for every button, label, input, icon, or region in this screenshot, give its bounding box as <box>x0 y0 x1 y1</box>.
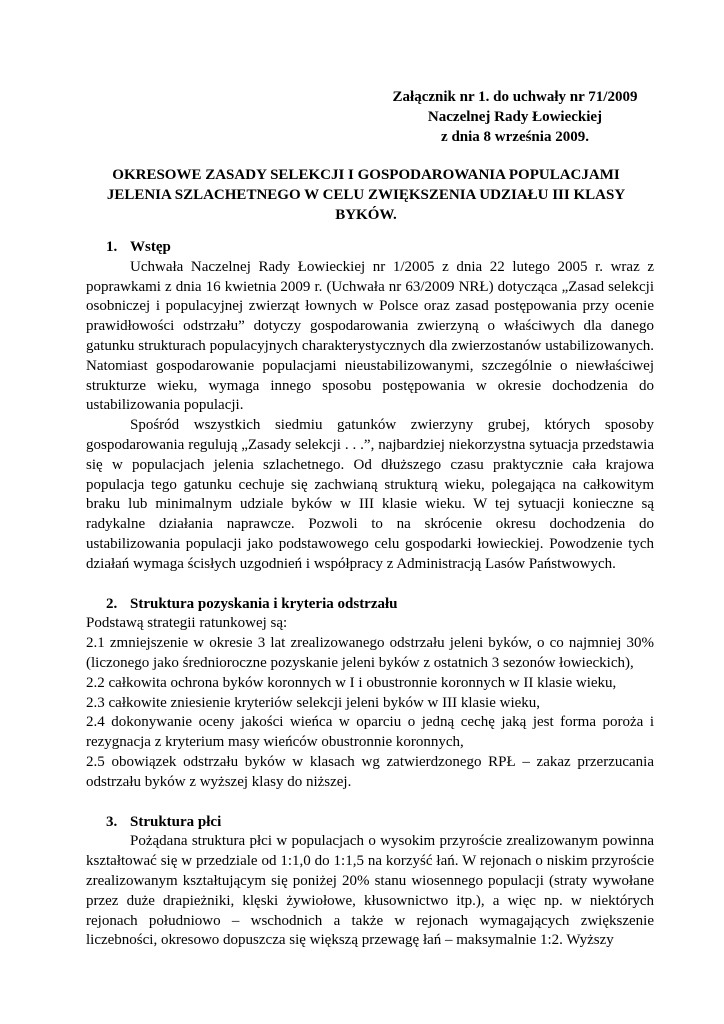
section-2-item: 2.4 dokonywanie oceny jakości wieńca w oparciu o jedną cechę jaką jest forma poroża i rezygnacja z kryterium masy wieńców obustronnie koronnych, <box>86 714 654 751</box>
annex-line-3: z dnia 8 września 2009. <box>441 129 589 145</box>
section-2-item: 2.1 zmniejszenie w okresie 3 lat zrealizowanego odstrzału jeleni byków, o co najmniej 30% (liczonego jako średnioroczne pozyskanie jeleni byków z ostatnich 3 sezonów łowieckich), <box>86 635 654 671</box>
section-2-number: 2. <box>106 595 118 612</box>
section-1-title: Wstęp <box>130 239 171 255</box>
section-3-paragraph-1: Pożądana struktura płci w populacjach o wysokim przyroście zrealizowanym powinna kształtować się w przedziale od 1:1,0 do 1:1,5 na korzyść łań. W rejonach o niskim przyroście zrealizowanym kształtującym się poniżej 20% stanu wiosennego populacji (straty wywołane przez duże drapieżniki, klęski żywiołowe, kłusownictwo itp.), a więc np. w niektórych rejonach południowo – wschodnich a także w rejonach wymagających zwiększenie liczebności, okresowo dopuszcza się większą przewagę łań – maksymalnie 1:2. Wyższy <box>86 833 654 949</box>
section-2-item: 2.2 całkowita ochrona byków koronnych w I i obustronnie koronnych w II klasie wieku, <box>86 674 617 691</box>
document-title: OKRESOWE ZASADY SELEKCJI I GOSPODAROWANIA POPULACJAMI JELENIA SZLACHETNEGO W CELU ZWIĘKSZENIA UDZIAŁU III KLASY BYKÓW. <box>106 167 626 223</box>
section-3-number: 3. <box>106 813 118 830</box>
section-1-number: 1. <box>106 239 118 255</box>
section-3-heading <box>86 813 654 833</box>
annex-header <box>380 87 650 147</box>
document-body <box>86 238 654 951</box>
annex-line-2: Naczelnej Rady Łowieckiej <box>427 109 603 125</box>
section-2-title: Struktura pozyskania i kryteria odstrzału <box>130 595 398 612</box>
annex-line-1: Załącznik nr 1. do uchwały nr 71/2009 <box>392 89 638 105</box>
section-1-paragraph-2: Spośród wszystkich siedmiu gatunków zwierzyny grubej, których sposoby gospodarowania regulują „Zasady selekcji . . .”, najbardziej niekorzystna sytuacja przedstawia się w populacjach jelenia szlachetnego. Od dłuższego czasu praktycznie cała krajowa populacja tego gatunku cechuje się zachwianą strukturą wieku, polegająca na całkowitym braku lub minimalnym udziale byków w III klasie wieku. W tej sytuacji konieczne są radykalne działania naprawcze. Pozwoli to na skrócenie okresu dochodzenia do ustabilizowania populacji jako podstawowego celu gospodarki łowieckiej. Powodzenie tych działań wymaga ścisłych uzgodnień i współpracy z Administracją Lasów Państwowych. <box>86 417 654 572</box>
section-1-paragraph-1: Uchwała Naczelnej Rady Łowieckiej nr 1/2005 z dnia 22 lutego 2005 r. wraz z poprawkami z dnia 16 kwietnia 2009 r. (Uchwała nr 63/2009 NRŁ) dotycząca „Zasad selekcji osobniczej i populacyjnej zwierząt łownych w Polsce oraz zasad postępowania przy ocenie prawidłowości odstrzału” dotyczy gospodarowania zwierzyną o właściwych dla danego gatunku strukturach populacyjnych charakterystycznych dla zwierzostanów ustabilizowanych. Natomiast gospodarowanie populacjami nieustabilizowanymi, szczególnie o niewłaściwej strukturze wieku, wymaga innego sposobu postępowania w okresie dochodzenia do ustabilizowania populacji. <box>86 258 654 414</box>
section-2-heading <box>86 595 654 615</box>
section-1-heading <box>86 238 654 258</box>
section-2-intro: Podstawą strategii ratunkowej są: <box>86 615 288 632</box>
section-2-item: 2.5 obowiązek odstrzału byków w klasach wg zatwierdzonego RPŁ – zakaz przerzucania odstrzału byków z wyższej klasy do niższej. <box>86 753 654 790</box>
section-3-title: Struktura płci <box>130 813 222 830</box>
section-2-item: 2.3 całkowite zniesienie kryteriów selekcji jeleni byków w III klasie wieku, <box>86 694 541 711</box>
